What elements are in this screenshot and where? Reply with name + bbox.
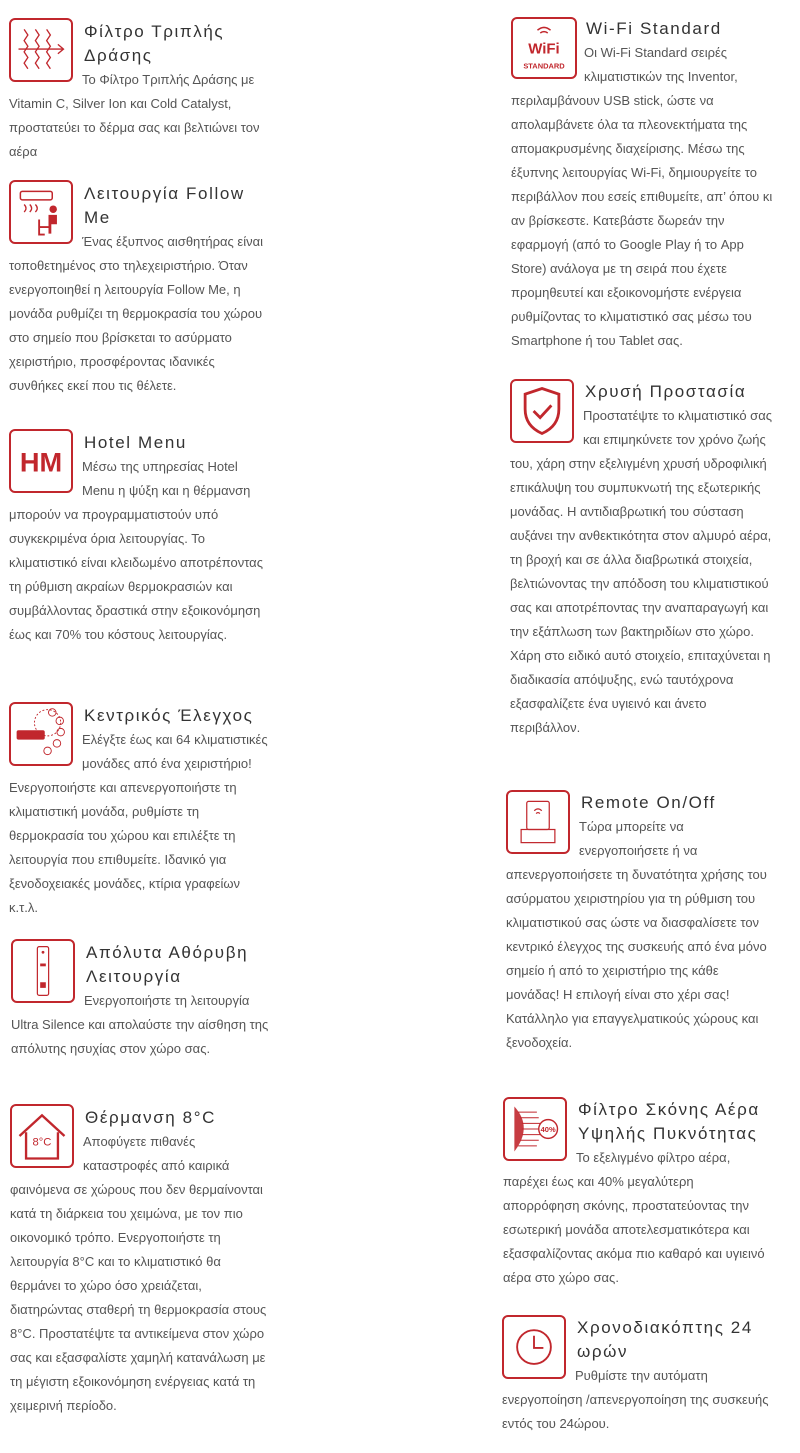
feature-title: Απόλυτα Αθόρυβη Λειτουργία bbox=[86, 943, 249, 986]
feature-timer-24h bbox=[502, 1315, 772, 1436]
feature-description-text: Τώρα μπορείτε να ενεργοποιήσετε ή να απενεργοποιήσετε τη δυνατότητα χρήσης του ασύρματου χειριστηρίου για τη ρύθμιση του κλιματιστικού σας ώστε να διασφαλίσετε τον κεντρικό έλεγχος της συσκευής από ένα μόνο σημείο ή από το χειριστήριο της κάθε μονάδας! Η επιλογή είναι στο χέρι σας! Κατάλληλο για επαγγελματικούς χώρους και ξενοδοχεία. bbox=[506, 819, 767, 1050]
dust-filter-icon bbox=[503, 1097, 567, 1161]
feature-title: Θέρμανση 8°C bbox=[85, 1108, 216, 1127]
feature-triple-filter bbox=[9, 18, 271, 164]
shield-check-icon bbox=[510, 379, 574, 443]
feature-title: Χρονοδιακόπτης 24 ωρών bbox=[577, 1318, 753, 1361]
feature-title: Φίλτρο Τριπλής Δράσης bbox=[84, 22, 225, 65]
feature-title: Remote On/Off bbox=[581, 793, 716, 812]
feature-description-text: Ρυθμίστε την αυτόματη ενεργοποίηση /απενεργοποίηση της συσκευής εντός του 24ώρου. bbox=[502, 1368, 769, 1431]
feature-description-text: Οι Wi-Fi Standard σειρές κλιματιστικών της Inventor, περιλαμβάνουν USB stick, ώστε να απολαμβάνετε όλα τα πλεονεκτήματα της απομακρυσμένης διαχείρισης. Μέσω της έξυπνης λειτουργίας Wi-Fi, δημιουργείτε το περιβάλλον που εσείς επιθυμείτε, απ’ όπου κι αν βρίσκεστε. Κατεβάστε δωρεάν την εφαρμογή (από το Google Play ή το App Store) ανάλογα με τη σειρά που έχετε προμηθευτεί και εξοικονομήστε ενέργεια ρυθμίζοντας το κλιματιστικό σας μέσω του Smartphone ή του Tablet σας. bbox=[511, 45, 773, 348]
remote-onoff-icon bbox=[506, 790, 570, 854]
dust-filter-icon-text: 40% bbox=[540, 1124, 556, 1134]
feature-heating-8c bbox=[10, 1104, 272, 1418]
house-8c-icon bbox=[10, 1104, 74, 1168]
hotel-menu-icon bbox=[9, 429, 73, 493]
feature-title: Χρυσή Προστασία bbox=[585, 382, 747, 401]
wifi-standard-icon bbox=[511, 17, 577, 79]
feature-gold-protection bbox=[510, 379, 776, 740]
wifi-icon-text: WiFi bbox=[528, 40, 560, 58]
feature-remote-onoff bbox=[506, 790, 772, 1055]
feature-title: Φίλτρο Σκόνης Αέρα Υψηλής Πυκνότητας bbox=[578, 1100, 760, 1143]
feature-description-text: Μέσω της υπηρεσίας Hotel Menu η ψύξη και η θέρμανση μπορούν να προγραμματιστούν υπό συγκεκριμένα όρια λειτουργίας. Το κλιματιστικό είναι κλειδωμένο αποτρέποντας τη ρύθμιση ακραίων θερμοκρασιών και συμβάλλοντας δραστικά στην εξοικονόμηση έως και 70% του κόστους λειτουργίας. bbox=[9, 459, 263, 642]
feature-description-text: Το Φίλτρο Τριπλής Δράσης με Vitamin C, Silver Ion και Cold Catalyst, προστατεύει το δέρμα σας και βελτιώνει τον αέρα bbox=[9, 72, 260, 159]
feature-title: Λειτουργία Follow Me bbox=[84, 184, 245, 227]
house-8c-icon-text: 8°C bbox=[32, 1136, 52, 1149]
feature-description-text: Ενεργοποιήστε τη λειτουργία Ultra Silence και απολαύστε την αίσθηση της απόλυτης ησυχίας στον χώρο σας. bbox=[11, 993, 269, 1056]
feature-dust-filter bbox=[503, 1097, 773, 1290]
feature-description-text: Αποφύγετε πιθανές καταστροφές από καιρικά φαινόμενα σε χώρους που δεν θερμαίνονται κατά τη διάρκεια του χειμώνα, με τον πιο οικονομικό τρόπο. Ενεργοποιήστε τη λειτουργία 8°C και το κλιματιστικό θα θερμάνει το χώρο όσο χρειάζεται, διατηρώντας σταθερή τη θερμοκρασία στους 8°C. Προστατέψτε τα αντικείμενα στον χώρο σας και εξασφαλίστε χαμηλή κατανάλωση με τη μέγιστη εξοικονόμηση ενέργειας κατά τη χειμερινή περίοδο. bbox=[10, 1134, 267, 1413]
wifi-icon-subtext: STANDARD bbox=[523, 61, 565, 71]
feature-description-text: Ελέγξτε έως και 64 κλιματιστικές μονάδες από ένα χειριστήριο! Ενεργοποιήστε και απενεργοποιήστε τη κλιματιστική μονάδα, ρυθμίστε τη θερμοκρασία του χώρου και επιλέξτε τη λειτουργία που επιθυμείτε. Ιδανικό για ξενοδοχειακές μονάδες, κτίρια γραφείων κ.τ.λ. bbox=[9, 732, 268, 915]
feature-title: Κεντρικός Έλεγχος bbox=[84, 706, 254, 725]
feature-description-text: Το εξελιγμένο φίλτρο αέρα, παρέχει έως και 40% μεγαλύτερη απορρόφηση σκόνης, προστατεύοντας την εσωτερική μονάδα αποτελεσματικότερα και εξασφαλίζοντας ακόμα πιο καθαρό και υγιεινό αέρα στο χώρο σας. bbox=[503, 1150, 765, 1285]
feature-title: Wi-Fi Standard bbox=[586, 19, 722, 38]
feature-description-text: Προστατέψτε το κλιματιστικό σας και επιμηκύνετε τον χρόνο ζωής του, χάρη στην εξελιγμένη χρυσή υδροφιλική επικάλυψη του συμπυκνωτή της εξωτερικής μονάδας. Η αντιδιαβρωτική του σύσταση αυξάνει την ανθεκτικότητα στον αλμυρό αέρα, τη βροχή και σε άλλα διαβρωτικά στοιχεία, βελτιώνοντας την απόδοση του κλιματιστικού σας και αποτρέποντας την αναπαραγωγή και την εξάπλωση των βακτηριδίων στο χώρο. Χάρη στο ειδικό αυτό στοιχείο, επιταχύνεται η διαδικασία απόψυξης, ενώ ταυτόχρονα εξασφαλίζετε ένα υγιεινό και άνετο περιβάλλον. bbox=[510, 408, 772, 735]
feature-description-text: Ένας έξυπνος αισθητήρας είναι τοποθετημένος στο τηλεχειριστήριο. Όταν ενεργοποιηθεί η λειτουργία Follow Me, η μονάδα ρυθμίζει τη θερμοκρασία του χώρου στο σημείο που βρίσκεται το ασύρματο χειριστήριο, προσφέροντας ιδανικές συνθήκες εκεί που τις θέλετε. bbox=[9, 234, 264, 393]
feature-silence bbox=[11, 939, 273, 1061]
follow-me-icon bbox=[9, 180, 73, 244]
clock-icon bbox=[502, 1315, 566, 1379]
central-control-icon bbox=[9, 702, 73, 766]
feature-title: Hotel Menu bbox=[84, 433, 187, 452]
feature-follow-me bbox=[9, 180, 271, 398]
remote-control-icon bbox=[11, 939, 75, 1003]
feature-central-control bbox=[9, 702, 271, 920]
hotel-menu-icon-text: HM bbox=[19, 446, 63, 478]
triple-filter-icon bbox=[9, 18, 73, 82]
feature-hotel-menu bbox=[9, 429, 271, 647]
feature-wifi-standard bbox=[511, 17, 777, 353]
